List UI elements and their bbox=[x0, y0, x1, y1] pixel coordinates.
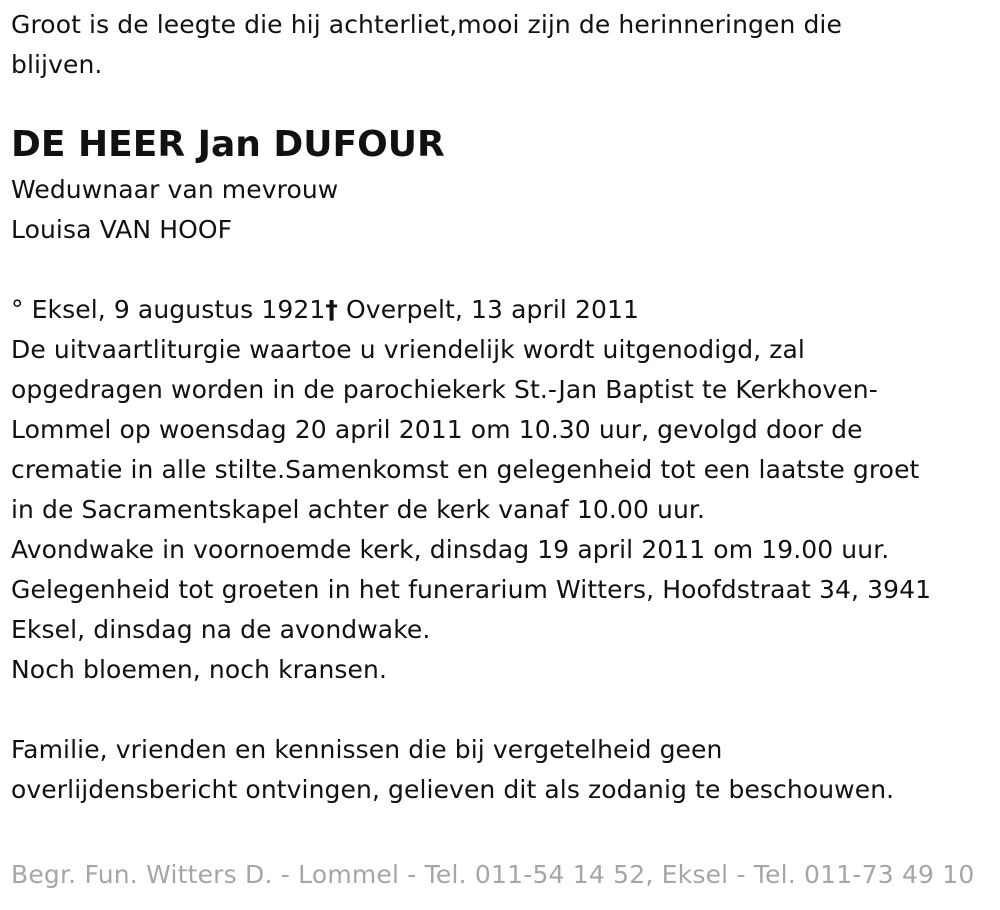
dates-line bbox=[11, 290, 996, 330]
body-line-2: opgedragen worden in de parochiekerk St.-Jan Baptist te Kerkhoven- bbox=[11, 375, 878, 404]
relation-line-2: Louisa VAN HOOF bbox=[11, 215, 233, 244]
body-line-8: Eksel, dinsdag na de avondwake. bbox=[11, 615, 431, 644]
body-line-5: in de Sacramentskapel achter de kerk vanaf 10.00 uur. bbox=[11, 495, 706, 524]
funeral-home-footer: Begr. Fun. Witters D. - Lommel - Tel. 011-54 14 52, Eksel - Tel. 011-73 49 10 bbox=[11, 860, 975, 889]
deceased-name: DE HEER Jan DUFOUR bbox=[11, 124, 445, 165]
body-line-3: Lommel op woensdag 20 april 2011 om 10.30 uur, gevolgd door de bbox=[11, 415, 863, 444]
obituary-notice bbox=[11, 0, 996, 810]
motto-line-2: blijven. bbox=[11, 50, 103, 79]
spacer bbox=[11, 690, 996, 730]
body-line-7: Gelegenheid tot groeten in het funerarium Witters, Hoofdstraat 34, 3941 bbox=[11, 575, 932, 604]
death-cross-icon: † bbox=[325, 295, 338, 324]
body-line-1: De uitvaartliturgie waartoe u vriendelijk wordt uitgenodigd, zal bbox=[11, 335, 805, 364]
body-line-6: Avondwake in voornoemde kerk, dinsdag 19 april 2011 om 19.00 uur. bbox=[11, 535, 890, 564]
closing-line-1: Familie, vrienden en kennissen die bij vergetelheid geen bbox=[11, 735, 723, 764]
body-line-4: crematie in alle stilte.Samenkomst en gelegenheid tot een laatste groet bbox=[11, 455, 920, 484]
body-line-9: Noch bloemen, noch kransen. bbox=[11, 655, 387, 684]
spacer bbox=[11, 250, 996, 290]
relation-line-1: Weduwnaar van mevrouw bbox=[11, 175, 339, 204]
motto-line-1: Groot is de leegte die hij achterliet,mooi zijn de herinneringen die bbox=[11, 10, 842, 39]
birth-text: ° Eksel, 9 augustus 1921 bbox=[11, 295, 326, 324]
death-text: Overpelt, 13 april 2011 bbox=[337, 295, 640, 324]
closing-line-2: overlijdensbericht ontvingen, gelieven dit als zodanig te beschouwen. bbox=[11, 775, 895, 804]
